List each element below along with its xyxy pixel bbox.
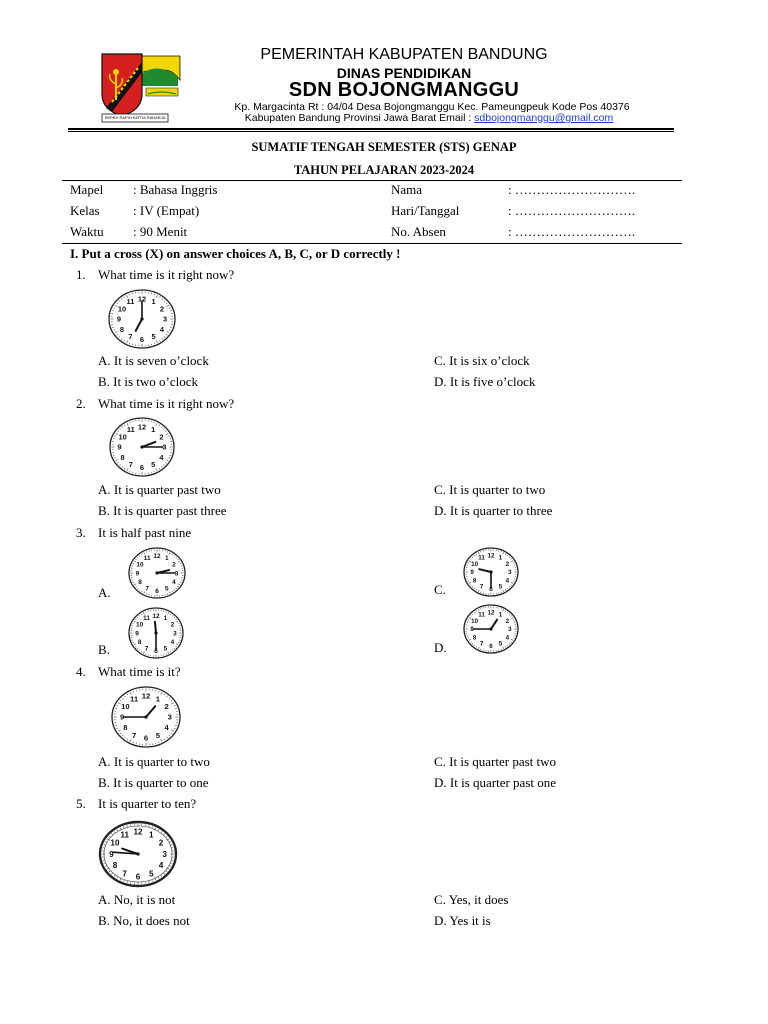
nama-label: Nama: [391, 182, 423, 197]
question-1-option-c[interactable]: C. It is six o’clock: [434, 353, 530, 368]
question-3-text: It is half past nine: [98, 525, 192, 540]
clock-numeral: 10: [117, 304, 127, 314]
clock-numeral: 12: [137, 294, 147, 304]
header-school-name: SDN BOJONGMANGGU: [288, 79, 520, 101]
question-4-option-d[interactable]: D. It is quarter past one: [434, 775, 557, 790]
header-address-email: [0, 112, 768, 124]
question-5-text: It is quarter to ten?: [98, 796, 197, 811]
clock-numeral: 8: [138, 579, 142, 587]
clock-numeral: 9: [117, 442, 122, 452]
header-department: DINAS PENDIDIKAN: [336, 65, 472, 81]
info-table-top-border: [62, 180, 682, 181]
clock-numeral: 6: [489, 585, 493, 593]
question-2-option-a[interactable]: A. It is quarter past two: [98, 482, 221, 497]
clock-numeral: 7: [128, 332, 133, 342]
clock-numeral: 12: [152, 612, 160, 620]
absen-field[interactable]: : ……………………….: [508, 224, 636, 239]
clock-numeral: 1: [149, 830, 154, 840]
clock-numeral: 1: [151, 425, 156, 435]
clock-icon: [462, 546, 520, 598]
clock-numeral: 10: [118, 432, 127, 442]
clock-numeral: 7: [479, 640, 484, 648]
clock-numeral: 3: [508, 569, 512, 577]
clock-numeral: 2: [505, 617, 510, 625]
clock-numeral: 9: [470, 626, 474, 634]
clock-numeral: 10: [471, 560, 479, 568]
clock-numeral: 8: [119, 324, 125, 334]
clock-numeral: 9: [470, 569, 474, 577]
clock-numeral: 7: [479, 583, 484, 591]
clock-numeral: 12: [137, 422, 147, 432]
clock-numeral: 7: [144, 645, 149, 653]
clock-numeral: 11: [143, 555, 151, 563]
clock-numeral: 5: [498, 583, 503, 591]
clock-numeral: 11: [478, 611, 485, 619]
clock-numeral: 11: [126, 425, 135, 435]
clock-numeral: 3: [163, 314, 168, 324]
clock-numeral: 5: [164, 585, 169, 593]
clock-numeral: 6: [489, 642, 493, 650]
clock-numeral: 10: [471, 617, 479, 625]
clock-icon: [110, 685, 182, 749]
clock-numeral: 8: [137, 639, 142, 647]
clock-numeral: 8: [123, 723, 128, 733]
header-government: PEMERINTAH KABUPATEN BANDUNG: [260, 46, 548, 63]
clock-numeral: 2: [158, 838, 164, 848]
question-1-option-a[interactable]: A. It is seven o’clock: [98, 353, 209, 368]
question-3-option-a[interactable]: A.: [98, 585, 111, 600]
clock-numeral: 3: [508, 626, 512, 634]
question-4-option-a[interactable]: A. It is quarter to two: [98, 754, 210, 769]
question-1-number: 1.: [76, 267, 86, 282]
absen-label: No. Absen: [391, 224, 446, 239]
question-5-option-a[interactable]: A. No, it is not: [98, 892, 176, 907]
question-2-option-d[interactable]: D. It is quarter to three: [434, 503, 553, 518]
clock-icon: [108, 416, 176, 478]
clock-numeral: 1: [151, 297, 156, 307]
email-link[interactable]: sdbojongmanggu@gmail.com: [474, 112, 614, 124]
clock-numeral: 2: [505, 560, 510, 568]
question-2-number: 2.: [76, 396, 86, 411]
clock-numeral: 5: [155, 730, 161, 740]
clock-numeral: 8: [112, 861, 118, 871]
clock-numeral: 1: [498, 611, 503, 619]
clock-numeral: 11: [126, 297, 135, 307]
exam-title: SUMATIF TENGAH SEMESTER (STS) GENAP: [251, 140, 517, 154]
clock-numeral: 7: [128, 460, 133, 470]
header-divider-thin: [68, 131, 674, 132]
clock-numeral: 8: [120, 452, 125, 462]
kelas-label: Kelas: [70, 203, 100, 218]
clock-numeral: 8: [472, 577, 477, 585]
clock-numeral: 7: [145, 585, 150, 593]
clock-numeral: 7: [122, 869, 127, 879]
clock-numeral: 2: [170, 621, 175, 629]
info-table-bottom-border: [62, 243, 682, 244]
question-3-option-d[interactable]: D.: [434, 640, 447, 655]
clock-numeral: 5: [149, 869, 154, 879]
clock-numeral: 1: [498, 554, 503, 562]
hari-field[interactable]: : ……………………….: [508, 203, 636, 218]
clock-numeral: 5: [163, 645, 168, 653]
clock-numeral: 11: [120, 830, 130, 840]
clock-numeral: 11: [130, 694, 139, 704]
clock-numeral: 1: [155, 694, 161, 704]
header-divider: [68, 128, 674, 130]
clock-numeral: 12: [141, 691, 151, 701]
waktu-label: Waktu: [70, 224, 104, 239]
clock-numeral: 3: [162, 442, 167, 452]
clock-numeral: 9: [135, 630, 139, 638]
clock-icon: [98, 820, 178, 888]
clock-numeral: 11: [143, 615, 150, 623]
question-2-option-c[interactable]: C. It is quarter to two: [434, 482, 546, 497]
clock-numeral: 11: [478, 554, 485, 562]
clock-icon: [462, 603, 520, 655]
clock-numeral: 9: [109, 849, 114, 859]
clock-numeral: 3: [174, 570, 179, 578]
logo-motto: REPEH RAPIH KERTA RAHARJA: [104, 115, 166, 120]
clock-numeral: 8: [472, 634, 477, 642]
question-5-option-d[interactable]: D. Yes it is: [434, 913, 491, 928]
clock-numeral: 3: [162, 849, 167, 859]
clock-numeral: 10: [136, 621, 144, 629]
clock-numeral: 9: [116, 314, 121, 324]
header-address: Kp. Margacinta Rt : 04/04 Desa Bojongmanggu Kec. Pameungpeuk Kode Pos 40376: [234, 101, 630, 113]
question-4-number: 4.: [76, 664, 86, 679]
question-4-option-b[interactable]: B. It is quarter to one: [98, 775, 209, 790]
question-5-number: 5.: [76, 796, 86, 811]
question-5-option-b[interactable]: B. No, it does not: [98, 913, 190, 928]
clock-numeral: 4: [164, 723, 169, 733]
clock-numeral: 12: [133, 827, 143, 837]
clock-icon: [127, 546, 187, 600]
clock-numeral: 4: [505, 634, 510, 642]
address-prefix: Kabupaten Bandung Provinsi Jawa Barat Email :: [244, 112, 475, 124]
clock-numeral: 4: [158, 861, 164, 871]
clock-numeral: 10: [121, 702, 130, 712]
clock-numeral: 4: [170, 639, 175, 647]
clock-numeral: 10: [136, 561, 144, 569]
question-2-text: What time is it right now?: [98, 396, 235, 411]
clock-numeral: 6: [143, 733, 149, 743]
clock-numeral: 3: [173, 630, 177, 638]
clock-numeral: 4: [159, 324, 165, 334]
clock-numeral: 12: [153, 552, 161, 560]
clock-numeral: 4: [159, 452, 164, 462]
question-5-option-c[interactable]: C. Yes, it does: [434, 892, 509, 907]
question-1-text: What time is it right now?: [98, 267, 235, 282]
clock-numeral: 6: [139, 334, 145, 344]
question-4-text: What time is it?: [98, 664, 181, 679]
clock-numeral: 4: [172, 579, 176, 587]
question-1-option-d[interactable]: D. It is five o’clock: [434, 374, 536, 389]
question-3-option-b[interactable]: B.: [98, 642, 110, 657]
section-heading: I. Put a cross (X) on answer choices A, B, C, or D correctly !: [70, 246, 401, 261]
clock-numeral: 12: [487, 552, 495, 560]
nama-field[interactable]: : ……………………….: [508, 182, 636, 197]
clock-numeral: 6: [155, 587, 159, 595]
clock-numeral: 9: [135, 570, 140, 578]
clock-numeral: 4: [505, 577, 510, 585]
clock-numeral: 9: [120, 712, 125, 722]
hari-label: Hari/Tanggal: [391, 203, 460, 218]
clock-numeral: 2: [172, 561, 176, 569]
exam-year: TAHUN PELAJARAN 2023-2024: [293, 163, 475, 177]
clock-numeral: 5: [151, 332, 156, 342]
clock-numeral: 5: [151, 460, 156, 470]
clock-icon: [107, 288, 177, 350]
question-4-option-c[interactable]: C. It is quarter past two: [434, 754, 557, 769]
clock-numeral: 6: [154, 647, 158, 655]
question-3-number: 3.: [76, 525, 86, 540]
clock-numeral: 6: [139, 462, 145, 472]
clock-numeral: 5: [498, 640, 503, 648]
clock-numeral: 7: [131, 730, 137, 740]
question-1-option-b[interactable]: B. It is two o’clock: [98, 374, 199, 389]
kelas-value: : IV (Empat): [133, 203, 200, 218]
question-2-option-b[interactable]: B. It is quarter past three: [98, 503, 227, 518]
clock-numeral: 3: [167, 712, 172, 722]
clock-numeral: 2: [159, 304, 165, 314]
mapel-value: : Bahasa Inggris: [133, 182, 218, 197]
clock-icon: [127, 606, 185, 660]
clock-numeral: 2: [159, 432, 164, 442]
question-3-option-c[interactable]: C.: [434, 582, 446, 597]
clock-numeral: 2: [164, 702, 169, 712]
clock-numeral: 12: [487, 609, 495, 617]
clock-numeral: 1: [164, 555, 169, 563]
waktu-value: : 90 Menit: [133, 224, 188, 239]
clock-numeral: 6: [135, 872, 141, 882]
mapel-label: Mapel: [70, 182, 104, 197]
clock-numeral: 10: [110, 838, 120, 848]
clock-numeral: 1: [163, 615, 168, 623]
